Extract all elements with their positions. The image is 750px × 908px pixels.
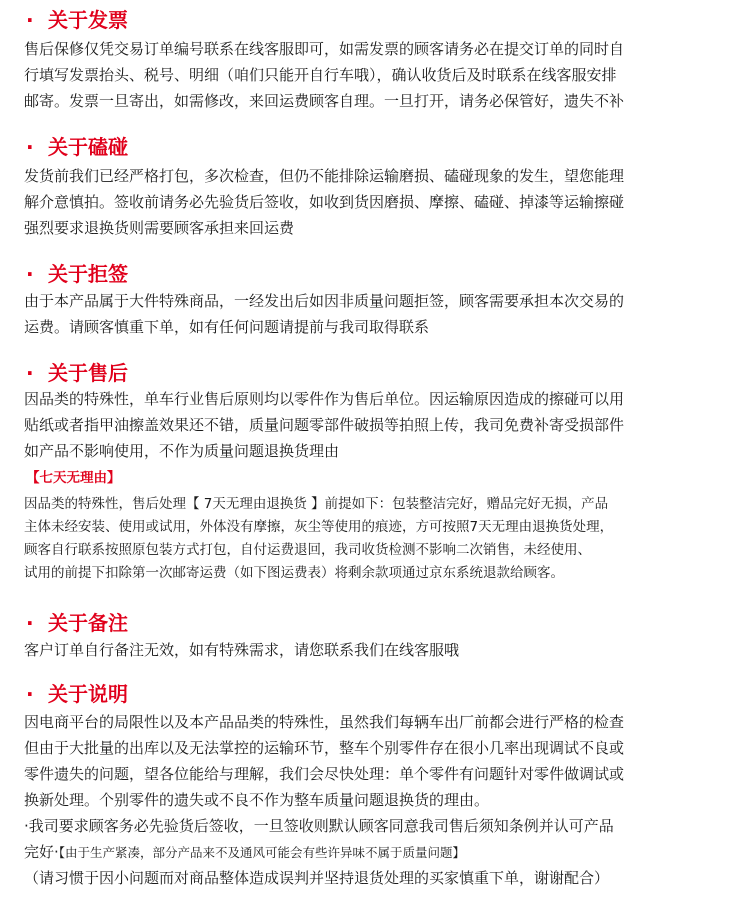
paragraph-line: 零件遗失的问题，望各位能给与理解，我们会尽快处理：单个零件有问题针对零件做调试或 (24, 765, 625, 783)
aftersales-heading (26, 360, 128, 386)
invoice-heading (26, 7, 128, 33)
aftersales-paragraph (24, 386, 740, 464)
damage-paragraph (24, 163, 740, 241)
damage-title: 关于磕碰 (48, 135, 128, 159)
paragraph-line: 售后保修仅凭交易订单编号联系在线客服即可，如需发票的顾客请务必在提交订单的同时自 (24, 40, 625, 58)
refusal-heading (26, 261, 128, 287)
paragraph-line: 强烈要求退换货则需要顾客承担来回运费 (24, 219, 295, 237)
paragraph-line: 但由于大批量的出库以及无法掌控的运输环节，整车个别零件存在很小几率出现调试不良或 (24, 739, 625, 757)
heading-bullet: · (26, 262, 34, 286)
paragraph-line: 发货前我们已经严格打包，多次检查，但仍不能排除运输磨损、磕碰现象的发生，望您能理 (24, 167, 625, 185)
closing-line: （请习惯于因小问题而对商品整体造成误判并坚持退货处理的买家慎重下单，谢谢配合） (24, 869, 610, 887)
paragraph-line: 贴纸或者指甲油擦盖效果还不错，质量问题零部件破损等拍照上传，我司免费补寄受损部件 (24, 416, 625, 434)
paragraph-line: 顾客自行联系按照原包装方式打包，自付运费退回，我司收货检测不影响二次销售，未经使用、 (24, 542, 591, 558)
paragraph-line: ·我司要求顾客务必先验货后签收，一旦签收则默认顾客同意我司售后须知条例并认可产品 (24, 817, 614, 835)
heading-bullet: · (26, 611, 34, 635)
seven-day-return-paragraph (24, 493, 740, 585)
heading-bullet: · (26, 135, 34, 159)
paragraph-line: 客户订单自行备注无效，如有特殊需求，请您联系我们在线客服哦 (24, 641, 460, 659)
paragraph-line: 邮寄。发票一旦寄出，如需修改，来回运费顾客自理。一旦打开，请务必保管好，遗失不补 (24, 92, 625, 110)
paragraph-line: 因品类的特殊性，单车行业售后原则均以零件作为售后单位。因运输原因造成的擦碰可以用 (24, 390, 625, 408)
paragraph-fragment: 完好· (24, 843, 59, 861)
explanation-heading (26, 681, 128, 707)
paragraph-line: 换新处理。个别零件的遗失或不良不作为整车质量问题退换货的理由。 (24, 791, 490, 809)
remarks-heading (26, 610, 128, 636)
remarks-title: 关于备注 (48, 611, 128, 635)
refusal-title: 关于拒签 (48, 262, 128, 286)
paragraph-line: 试用的前提下扣除第一次邮寄运费（如下图运费表）将剩余款项通过京东系统退款给顾客。 (24, 565, 564, 581)
paragraph-line: 解介意慎拍。签收前请务必先验货后签收，如收到货因磨损、摩擦、磕碰、掉漆等运输擦碰 (24, 193, 625, 211)
explanation-title: 关于说明 (48, 682, 128, 706)
heading-bullet: · (26, 8, 34, 32)
paragraph-line (24, 839, 740, 865)
remarks-paragraph (24, 637, 740, 663)
paragraph-line: 运费。请顾客慎重下单，如有任何问题请提前与我司取得联系 (24, 318, 430, 336)
paragraph-line: 如产品不影响使用，不作为质量问题退换货理由 (24, 442, 340, 460)
paragraph-line: 主体未经安装、使用或试用，外体没有摩擦，灰尘等使用的痕迹，方可按照7天无理由退换货处理， (24, 519, 614, 535)
paragraph-line: 行填写发票抬头、税号、明细（咱们只能开自行车哦），确认收货后及时联系在线客服安排 (24, 66, 617, 84)
odor-note: 【由于生产紧凑，部分产品来不及通风可能会有些许异味不属于质量问题】 (58, 845, 466, 860)
invoice-title: 关于发票 (48, 8, 128, 32)
paragraph-line: 因品类的特殊性，售后处理【 7天无理由退换货 】前提如下：包装整洁完好，赠品完好无损，产品 (24, 496, 609, 512)
seven-day-return-tag: 【七天无理由】 (26, 470, 121, 486)
explanation-paragraph (24, 709, 740, 891)
damage-heading (26, 134, 128, 160)
invoice-paragraph (24, 36, 740, 114)
paragraph-line: 因电商平台的局限性以及本产品品类的特殊性，虽然我们每辆车出厂前都会进行严格的检查 (24, 713, 625, 731)
refusal-paragraph (24, 288, 740, 340)
heading-bullet: · (26, 682, 34, 706)
heading-bullet: · (26, 361, 34, 385)
aftersales-title: 关于售后 (48, 361, 128, 385)
paragraph-line: 由于本产品属于大件特殊商品，一经发出后如因非质量问题拒签，顾客需要承担本次交易的 (24, 292, 625, 310)
